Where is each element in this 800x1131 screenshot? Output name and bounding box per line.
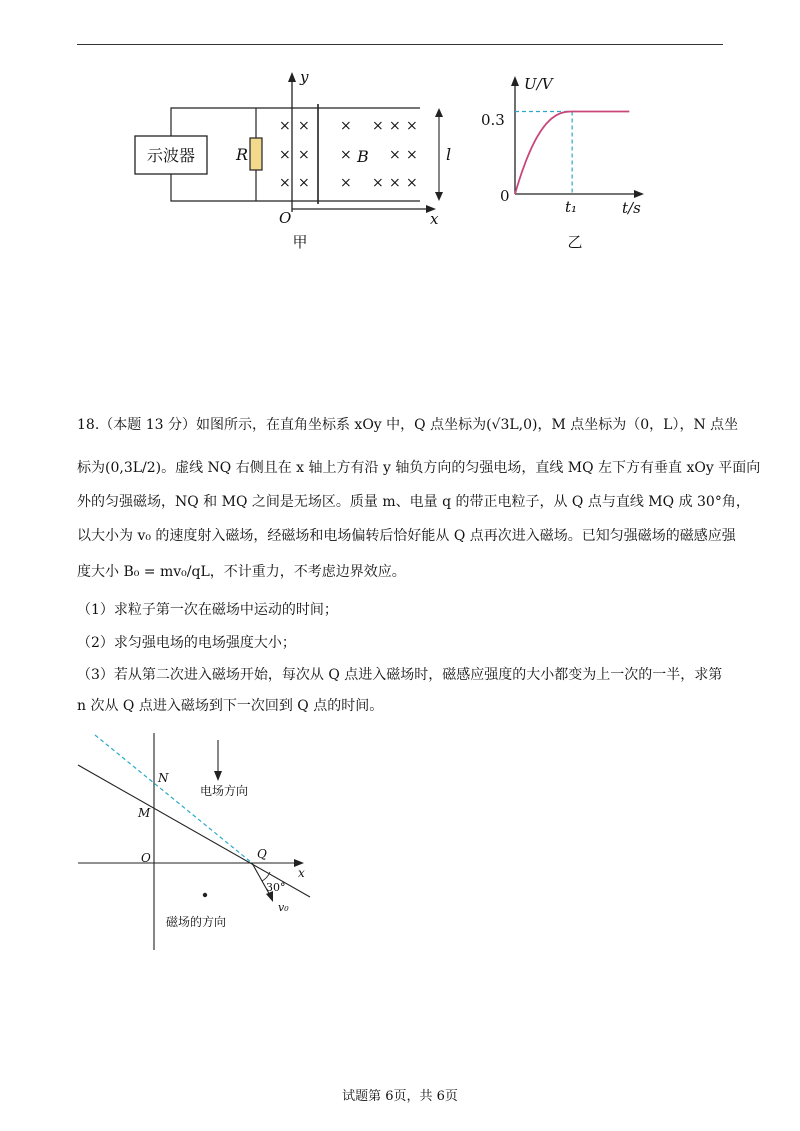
cross: × [279,118,291,134]
field-label: B [357,147,369,166]
origin-O-label: O [141,851,151,865]
efield-label: 电场方向 [200,784,249,798]
point-N-label: N [158,771,169,785]
chart-y-tick-label: 0.3 [481,111,505,129]
chart-origin-label: 0 [500,187,510,205]
resistor-label: R [236,145,249,164]
problem-line-4: 以大小为 v₀ 的速度射入磁场，经磁场和电场偏转后恰好能从 Q 点再次进入磁场。已知匀强磁场的磁感应强 [77,528,736,544]
point-M-label: M [138,806,151,820]
caption-jia: 甲 [292,233,308,251]
chart-x-tick-label: t₁ [565,198,578,216]
chart-x-label: t/s [622,199,641,217]
y-axis-label: y [300,68,309,86]
x-axis-label: x [430,210,439,228]
cross: × [279,175,291,191]
cross: × [372,118,384,134]
cross: × [372,175,384,191]
oscilloscope-label: 示波器 [146,146,196,165]
question-1: （1）求粒子第一次在磁场中运动的时间； [77,602,338,618]
problem-line-5: 度大小 B₀ = mv₀/qL，不计重力，不考虑边界效应。 [77,564,406,580]
question-3-line-2: n 次从 Q 点进入磁场到下一次回到 Q 点的时间。 [77,698,384,714]
cross: × [340,118,352,134]
figure-yi-chart [0,0,800,260]
efield-arrowhead [214,771,222,781]
chart-y-label: U/V [524,75,553,93]
chart-x-arrow [634,190,644,198]
chart-y-arrow [511,76,519,86]
cross: × [389,175,401,191]
cross: × [406,175,418,191]
cross: × [298,175,310,191]
origin-label: O [279,209,292,227]
line-MQ [78,765,310,897]
problem-line-2: 标为(0,3L/2)。虚线 NQ 右侧且在 x 轴上方有沿 y 轴负方向的匀强电场，直线 MQ 左下方有垂直 xOy 平面向 [77,460,761,476]
question-2: （2）求匀强电场的电场强度大小； [77,635,296,651]
point-Q-label: Q [257,847,267,861]
cross: × [279,147,291,163]
cross: × [298,118,310,134]
bfield-dot-icon [203,893,207,897]
coord-x-label: x [298,866,305,880]
cross: × [406,118,418,134]
question-3-line-1: （3）若从第二次进入磁场开始，每次从 Q 点进入磁场时，磁感应强度的大小都变为上一次的一半，求第 [77,667,723,683]
length-label: l [446,145,452,164]
line-NQ-dashed [95,735,252,863]
cross: × [298,147,310,163]
cross: × [389,118,401,134]
cross: × [389,147,401,163]
problem-line-3: 外的匀强磁场，NQ 和 MQ 之间是无场区。质量 m、电量 q 的带正电粒子，从 Q 点与直线 MQ 成 30°角， [77,494,750,510]
cross: × [406,147,418,163]
figure-coordinate [0,725,800,985]
page-footer: 试题第 6页，共 6页 [342,1089,458,1104]
velocity-label: v₀ [278,901,289,914]
cross: × [340,147,352,163]
problem-line-1: 18.（本题 13 分）如图所示，在直角坐标系 xOy 中，Q 点坐标为(√3L,0)，M 点坐标为（0，L），N 点坐 [77,417,739,433]
caption-yi: 乙 [567,233,583,251]
cross: × [340,175,352,191]
bfield-label: 磁场的方向 [166,915,227,929]
angle-label: 30° [266,881,286,894]
